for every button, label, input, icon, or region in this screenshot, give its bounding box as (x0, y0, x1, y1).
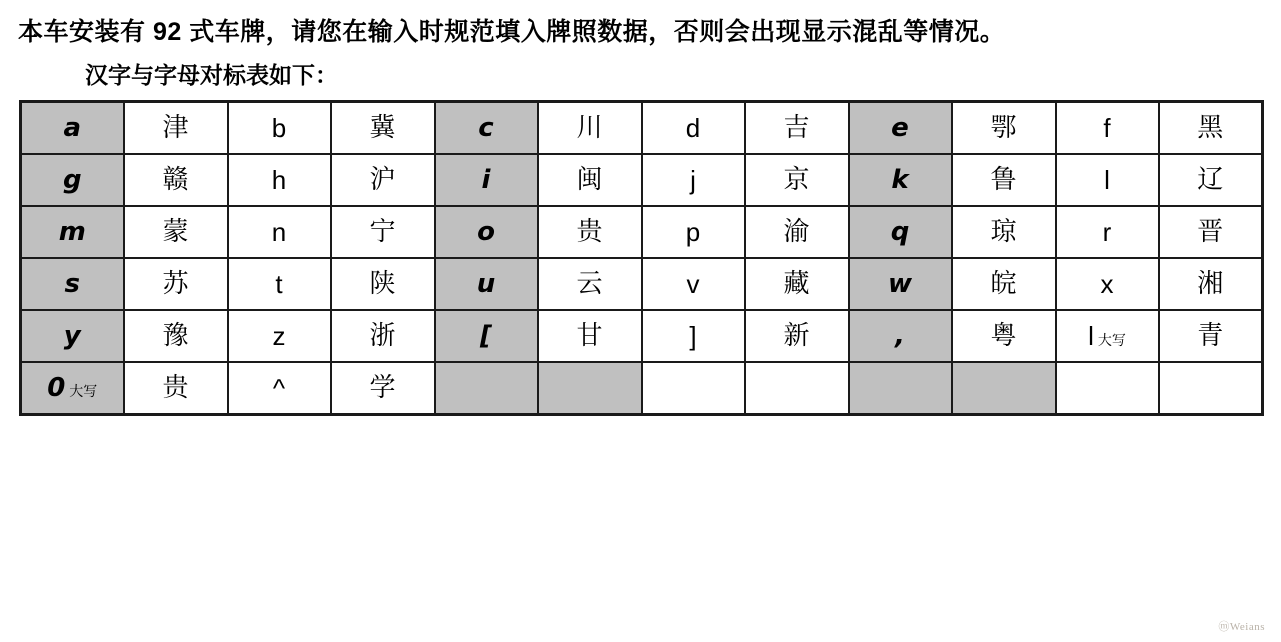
cell-content (229, 271, 330, 297)
empty-cell (642, 362, 745, 415)
cell-content (229, 375, 330, 401)
cell-content (332, 271, 434, 297)
cell-content (1057, 219, 1158, 245)
cell-text: g (62, 165, 82, 195)
cell-text: 青 (1197, 321, 1224, 350)
hanzi-cell (538, 102, 642, 155)
empty-cell (1159, 362, 1263, 415)
latin-cell (435, 154, 538, 206)
cell-text: 沪 (369, 165, 396, 194)
hanzi-cell (745, 206, 849, 258)
cell-text: 辽 (1197, 165, 1224, 194)
cell-text: 陕 (369, 269, 396, 298)
hanzi-cell (1159, 258, 1263, 310)
cell-content (332, 375, 434, 401)
cell-content (953, 323, 1055, 349)
hanzi-cell (952, 310, 1056, 362)
hanzi-cell (745, 258, 849, 310)
cell-content (22, 271, 123, 297)
latin-cell (642, 258, 745, 310)
cell-content (643, 115, 744, 141)
cell-text: i (481, 165, 491, 195)
hanzi-cell (331, 362, 435, 415)
cell-text: t (275, 269, 283, 299)
letter-hanzi-mapping-table (19, 100, 1264, 416)
latin-cell (1056, 258, 1159, 310)
cell-content (746, 323, 848, 349)
hanzi-cell (331, 258, 435, 310)
cell-text: 学 (369, 373, 396, 402)
cell-text: 藏 (783, 269, 810, 298)
cell-text: 湘 (1197, 269, 1224, 298)
latin-cell (435, 102, 538, 155)
cell-content (1160, 219, 1262, 245)
cell-text: 粤 (990, 321, 1017, 350)
empty-cell (435, 362, 538, 415)
cell-content (22, 219, 123, 245)
latin-cell (228, 102, 331, 155)
cell-text: 浙 (369, 321, 396, 350)
latin-cell (435, 206, 538, 258)
hanzi-cell (331, 206, 435, 258)
cell-text: 赣 (162, 165, 189, 194)
latin-cell (849, 154, 952, 206)
latin-cell (228, 310, 331, 362)
latin-cell (21, 362, 124, 415)
cell-content (539, 219, 641, 245)
cell-content (229, 115, 330, 141)
cell-content (229, 323, 330, 349)
cell-text: m (58, 217, 86, 247)
empty-cell (849, 362, 952, 415)
cell-content (332, 323, 434, 349)
cell-text: 琼 (990, 217, 1017, 246)
latin-cell (642, 206, 745, 258)
cell-content (22, 375, 123, 401)
latin-cell (228, 206, 331, 258)
cell-text: j (690, 165, 696, 195)
cell-text: , (895, 321, 905, 351)
cell-text: 新 (783, 321, 810, 350)
cell-text: q (890, 217, 910, 247)
cell-text: w (887, 269, 913, 299)
cell-text: ^ (272, 373, 286, 403)
cell-content (539, 115, 641, 141)
cell-text: p (685, 217, 701, 247)
cell-content (22, 115, 123, 141)
latin-cell (642, 310, 745, 362)
latin-cell (849, 258, 952, 310)
cell-text: e (891, 113, 909, 143)
cell-content (953, 271, 1055, 297)
cell-text: 甘 (576, 321, 603, 350)
cell-content (125, 219, 227, 245)
cell-content (1160, 323, 1262, 349)
hanzi-cell (331, 310, 435, 362)
cell-text: v (686, 269, 700, 299)
cell-content (643, 219, 744, 245)
cell-text: l (1088, 321, 1094, 351)
cell-text: 京 (783, 165, 810, 194)
cell-annotation: 大写 (69, 385, 98, 400)
cell-text: 宁 (369, 217, 396, 246)
cell-text: h (271, 165, 287, 195)
cell-content (229, 219, 330, 245)
cell-content (1057, 167, 1158, 193)
hanzi-cell (745, 102, 849, 155)
hanzi-cell (331, 102, 435, 155)
latin-cell (849, 206, 952, 258)
cell-content (125, 271, 227, 297)
cell-content (1160, 271, 1262, 297)
hanzi-cell (124, 310, 228, 362)
hanzi-cell (538, 258, 642, 310)
latin-cell (228, 362, 331, 415)
hanzi-cell (1159, 154, 1263, 206)
empty-cell (538, 362, 642, 415)
latin-cell (435, 258, 538, 310)
cell-content (746, 219, 848, 245)
hanzi-cell (331, 154, 435, 206)
hanzi-cell (124, 362, 228, 415)
cell-text: 贵 (576, 217, 603, 246)
cell-content (1057, 271, 1158, 297)
cell-text: 0 (47, 373, 66, 403)
cell-text: b (271, 113, 287, 143)
hanzi-cell (538, 310, 642, 362)
empty-cell (1056, 362, 1159, 415)
latin-cell (21, 258, 124, 310)
hanzi-cell (538, 154, 642, 206)
cell-text: 贵 (162, 373, 189, 402)
cell-content (539, 167, 641, 193)
hanzi-cell (952, 206, 1056, 258)
cell-content (850, 167, 951, 193)
cell-text: 川 (576, 113, 603, 142)
cell-text: x (1100, 269, 1114, 299)
cell-content (22, 167, 123, 193)
hanzi-cell (124, 102, 228, 155)
cell-text: 苏 (162, 269, 189, 298)
cell-text: d (685, 113, 701, 143)
latin-cell (849, 310, 952, 362)
cell-text: u (476, 269, 496, 299)
cell-text: 鲁 (990, 165, 1017, 194)
cell-content (229, 167, 330, 193)
table-row (21, 154, 1263, 206)
cell-content (746, 167, 848, 193)
cell-text: y (63, 321, 81, 351)
cell-content (746, 115, 848, 141)
latin-cell (21, 310, 124, 362)
cell-content (332, 115, 434, 141)
cell-content (850, 219, 951, 245)
cell-text: 鄂 (990, 113, 1017, 142)
hanzi-cell (1159, 206, 1263, 258)
cell-content (643, 167, 744, 193)
cell-content (125, 115, 227, 141)
latin-cell (1056, 154, 1159, 206)
hanzi-cell (538, 206, 642, 258)
latin-cell (21, 206, 124, 258)
hanzi-cell (745, 154, 849, 206)
cell-text: 渝 (783, 217, 810, 246)
cell-text: o (477, 217, 495, 247)
hanzi-cell (124, 258, 228, 310)
cell-content (539, 323, 641, 349)
latin-cell (642, 154, 745, 206)
cell-text: f (1103, 113, 1111, 143)
cell-annotation: 大写 (1097, 334, 1126, 349)
latin-cell (21, 102, 124, 155)
cell-text: 闽 (576, 165, 603, 194)
cell-content (125, 375, 227, 401)
cell-text: 皖 (990, 269, 1017, 298)
table-body (21, 102, 1263, 415)
cell-content (1160, 167, 1262, 193)
table-row (21, 310, 1263, 362)
cell-text: 晋 (1197, 217, 1224, 246)
cell-content (332, 167, 434, 193)
latin-cell (228, 258, 331, 310)
page-subtitle: 汉字与字母对标表如下： (85, 62, 338, 88)
cell-text: l (1104, 165, 1110, 195)
cell-text: 蒙 (162, 217, 189, 246)
hanzi-cell (952, 154, 1056, 206)
watermark-label: ⓜWeians (1218, 621, 1265, 633)
latin-cell (228, 154, 331, 206)
cell-content (953, 167, 1055, 193)
hanzi-cell (745, 310, 849, 362)
cell-text: 吉 (783, 113, 810, 142)
empty-cell (745, 362, 849, 415)
cell-content (332, 219, 434, 245)
cell-text: ] (689, 321, 697, 351)
latin-cell (1056, 206, 1159, 258)
cell-text: n (271, 217, 287, 247)
cell-content (539, 271, 641, 297)
empty-cell (952, 362, 1056, 415)
cell-content (643, 271, 744, 297)
hanzi-cell (1159, 102, 1263, 155)
mapping-table-container (19, 100, 1262, 416)
cell-content (643, 323, 744, 349)
hanzi-cell (952, 258, 1056, 310)
cell-text: r (1102, 217, 1112, 247)
cell-content (22, 323, 123, 349)
cell-content (1057, 115, 1158, 141)
cell-content (1160, 115, 1262, 141)
cell-content (125, 323, 227, 349)
cell-content (850, 323, 951, 349)
latin-cell (642, 102, 745, 155)
latin-cell (21, 154, 124, 206)
cell-text: z (272, 321, 286, 351)
cell-text: [ (480, 321, 492, 351)
cell-content (436, 219, 537, 245)
cell-text: 黑 (1197, 113, 1224, 142)
cell-content (436, 271, 537, 297)
cell-text: s (64, 269, 80, 299)
cell-text: c (478, 113, 494, 143)
hanzi-cell (124, 206, 228, 258)
latin-cell (1056, 310, 1159, 362)
cell-text: 云 (576, 269, 603, 298)
latin-cell (849, 102, 952, 155)
table-row (21, 206, 1263, 258)
cell-content (1057, 323, 1158, 349)
cell-content (953, 115, 1055, 141)
cell-text: a (63, 113, 82, 143)
latin-cell (435, 310, 538, 362)
hanzi-cell (124, 154, 228, 206)
cell-text: 津 (162, 113, 189, 142)
cell-content (953, 219, 1055, 245)
cell-text: k (891, 165, 909, 195)
cell-content (436, 115, 537, 141)
hanzi-cell (952, 102, 1056, 155)
cell-content (436, 167, 537, 193)
cell-content (125, 167, 227, 193)
table-row (21, 258, 1263, 310)
page-title: 本车安装有 92 式车牌，请您在输入时规范填入牌照数据，否则会出现显示混乱等情况。 (18, 18, 1006, 46)
cell-content (850, 271, 951, 297)
table-row (21, 362, 1263, 415)
cell-text: 冀 (369, 113, 396, 142)
cell-text: 豫 (162, 321, 189, 350)
cell-content (746, 271, 848, 297)
hanzi-cell (1159, 310, 1263, 362)
cell-content (850, 115, 951, 141)
latin-cell (1056, 102, 1159, 155)
cell-content (436, 323, 537, 349)
table-row (21, 102, 1263, 155)
